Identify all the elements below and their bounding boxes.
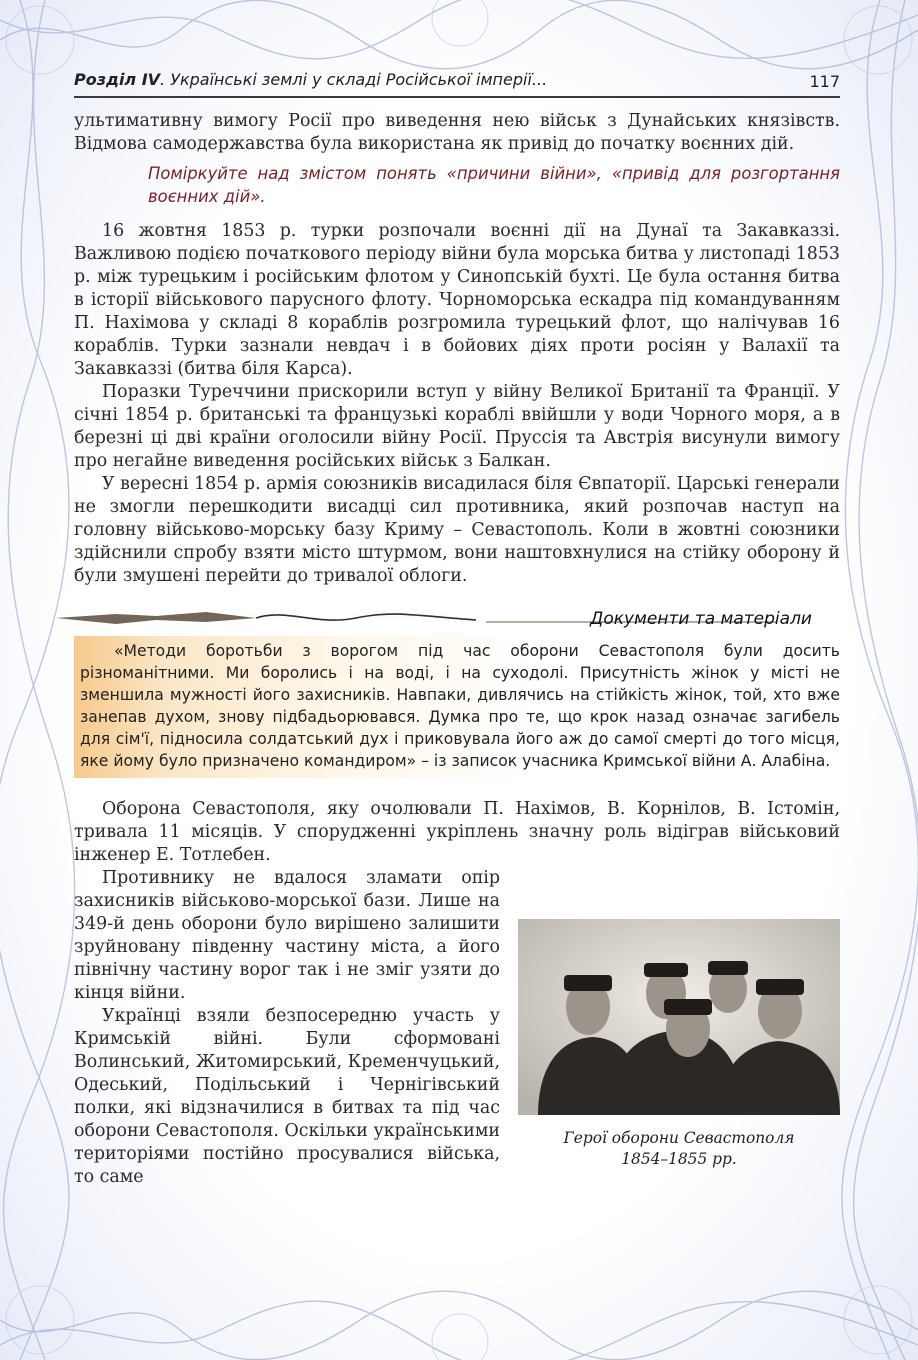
paragraph: Противнику не вдалося зламати опір захисників військово-морської бази. Лише на 349-й день оборони було вирішено залишити зруйновану південну частину міста, а його північну частину ворог так і не зміг узяти до кінця війни.	[74, 868, 500, 1003]
reflection-task: Поміркуйте над змістом понять «причини війни», «привід для розгортання воєнних дій».	[148, 164, 840, 206]
textbook-page	[74, 66, 842, 1306]
section-label: Розділ IV	[74, 70, 161, 89]
document-quote: «Методи боротьби з ворогом під час оборони Севастополя були досить різноманітними. Ми боролись і на воді, і на суходолі. Присутність жінок у місті не зменшила мужності його захисників. Навпаки, дивлячись на стійкість жінок, той, хто вже занепав духом, знову підбадьорювався. Думка про те, що крок назад означає загибель для сім'ї, підносила солдатський дух і приковувала його аж до самої смерті до того місця, яке йому було призначено командиром» – із записок учасника Кримської війни А. Алабіна.	[80, 642, 840, 770]
caption-line: 1854–1855 рр.	[621, 1150, 737, 1168]
paragraph: Українці взяли безпосередню участь у Кримській війні. Були сформовані Волинський, Житомирський, Кременчуцький, Одеський, Подільський і Чернігівський полки, які відзначилися в битвах та під час оборони Севастополя. Оскільки українськими територіями постійно просувалися війська, то саме	[74, 1006, 500, 1187]
document-quote-box	[74, 636, 840, 778]
paragraph: ультимативну вимогу Росії про виведення нею військ з Дунайських князівств. Відмова самодержавства була використана як привід до початку воєнних дій.	[74, 111, 840, 154]
text-with-figure	[74, 867, 840, 1189]
documents-heading: Документи та матеріали	[590, 609, 812, 629]
paragraph: У вересні 1854 р. армія союзників висадилася біля Євпаторії. Царські генерали не змогли перешкодити висадці сил противника, який розпочав наступ на головну військово-морську базу Криму – Севастополь. Коли в жовтні союзники здійснили спробу взяти місто штурмом, вони наштовхнулися на стійку оборону й були змушені перейти до тривалої облоги.	[74, 474, 840, 586]
paragraph: 16 жовтня 1853 р. турки розпочали воєнні дії на Дунаї та Закавказзі. Важливою подією початкового періоду війни була морська битва у листопаді 1853 р. між турецьким і російським флотом у Синопській бухті. Це була остання битва в історії військового парусного флоту. Чорноморська ескадра під командуванням П. Нахімова у складі 8 кораблів розгромила турецький флот, що налічував 16 кораблів. Турки зазнали невдач і в бойових діях проти росіян у Валахії та Закавказзі (битва біля Карса).	[74, 221, 840, 379]
heroes-portrait-image	[518, 919, 840, 1115]
section-name: . Українські землі у складі Російської імперії...	[160, 70, 548, 89]
running-header	[74, 66, 840, 98]
paragraph: Поразки Туреччини прискорили вступ у війну Великої Британії та Франції. У січні 1854 р. британські та французькі кораблі ввійшли у води Чорного моря, а в березні ці дві країни оголосили війну Росії. Пруссія та Австрія висунули вимогу про негайне виведення російських військ з Балкан.	[74, 382, 840, 471]
figure-caption	[518, 1128, 840, 1170]
main-text	[74, 110, 840, 1189]
caption-line: Герої оборони Севастополя	[563, 1129, 795, 1147]
paragraph: Оборона Севастополя, яку очолювали П. Нахімов, В. Корнілов, В. Істомін, тривала 11 місяців. У спорудженні укріплень значну роль відіграв військовий інженер Е. Тотлебен.	[74, 799, 840, 865]
section-title	[74, 70, 547, 89]
figure	[518, 919, 840, 1170]
documents-heading-bar	[74, 602, 840, 636]
page-number: 117	[809, 72, 840, 91]
